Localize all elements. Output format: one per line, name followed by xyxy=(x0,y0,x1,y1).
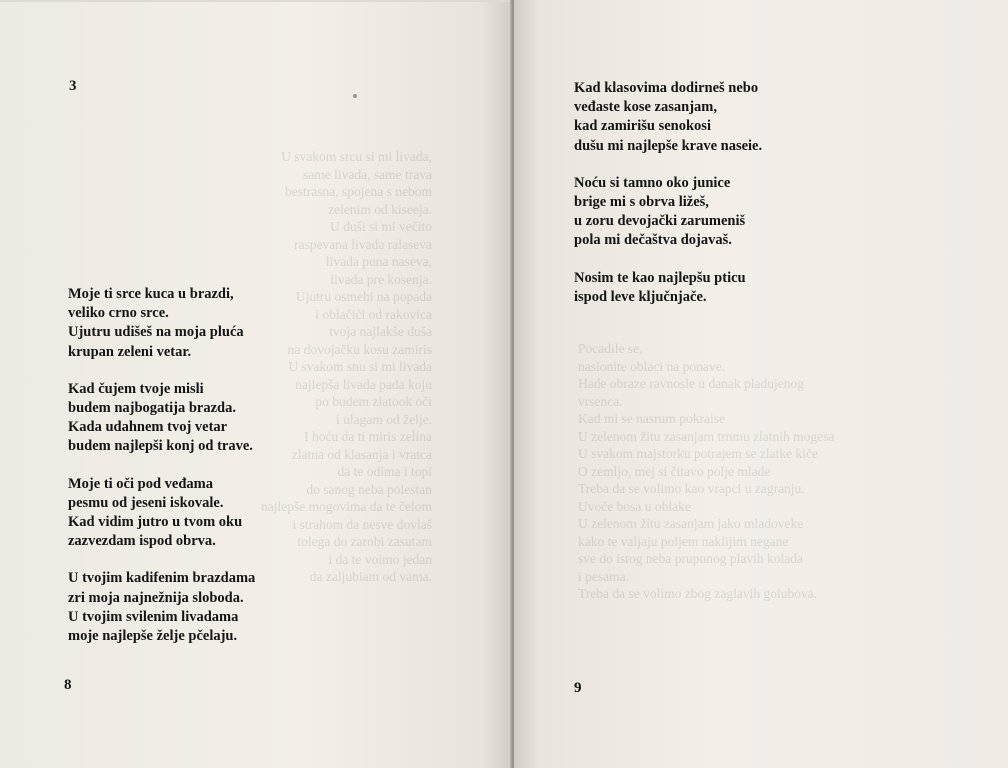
paper-speck xyxy=(353,94,357,98)
poem-line: krupan zeleni vetar. xyxy=(68,343,192,360)
poem-line: U tvojim svilenim livadama xyxy=(68,608,239,625)
stanza xyxy=(68,380,255,457)
poem-line: veđaste kose zasanjam, xyxy=(574,99,717,116)
poem-line: dušu mi najlepše krave naseie. xyxy=(574,137,763,154)
right-poem xyxy=(574,79,762,307)
stanza xyxy=(574,174,762,251)
poem-line: Kad čujem tvoje misli xyxy=(68,380,204,397)
poem-line: Noću si tamno oko junice xyxy=(574,174,731,191)
stanza xyxy=(574,269,762,307)
poem-line: brige mi s obrva ližeš, xyxy=(574,194,709,211)
top-page-number: 3 xyxy=(69,78,77,94)
poem-line: budem najbogatija brazda. xyxy=(68,400,236,417)
poem-line: pesmu od jeseni iskovale. xyxy=(68,494,224,511)
stanza xyxy=(574,79,762,156)
poem-line: ispod leve ključnjače. xyxy=(574,288,707,305)
poem-line: Moje ti oči pod veđama xyxy=(68,475,213,492)
poem-line: Kad klasovima dodirneš nebo xyxy=(574,80,759,96)
stanza xyxy=(68,285,255,362)
bottom-page-number: 8 xyxy=(64,677,72,693)
show-through-text: U svakom srcu si mi livada, same livada, same trava bestrasna, spojena s nebom zelenim od kiseeja. U duši si mi večito raspevana livada ralaseva livada puna naseva, livada pre kosenja. Ujutru osmehi na popada i oblačići od rakovica tvoja najlakše duša na dovojačku kosu zamiris U svakom snu si mi livada najlepša livada pada koju po budem zlatook oči i ulagam od želje. I hoću da ti miris zelina zlatna od klasanja i vratca da te odima i topi do sanog neba polestan najlepše mogovima da te čelom i strahom da nesve dovlaš tolega do zarobi zasutam i da te voimo jedan da zaljubiam od vama. xyxy=(261,149,432,584)
poem-line: Moje ti srce kuca u brazdi, xyxy=(68,286,234,302)
poem-line: zazvezdam ispod obrva. xyxy=(68,533,216,550)
stanza xyxy=(68,475,255,552)
right-page xyxy=(514,0,1008,768)
poem-line: moje najlepše želje pčelaju. xyxy=(68,628,238,645)
poem-line: pola mi dečaštva dojavaš. xyxy=(574,232,732,249)
poem-line: U tvojim kadifenim brazdama xyxy=(68,570,256,587)
poem-line: zri moja najnežnija sloboda. xyxy=(68,589,244,606)
left-poem xyxy=(68,285,255,646)
poem-line: Kada udahnem tvoj vetar xyxy=(68,419,228,436)
poem-line: budem najlepši konj od trave. xyxy=(68,438,253,455)
bottom-page-number: 9 xyxy=(574,680,582,696)
poem-line: u zoru devojački zarumeniš xyxy=(574,213,746,230)
poem-line: kad zamirišu senokosi xyxy=(574,118,711,135)
poem-line: Ujutru udišeš na moja pluća xyxy=(68,324,244,341)
stanza xyxy=(68,569,255,646)
poem-line: Kad vidim jutro u tvom oku xyxy=(68,514,243,531)
poem-line: Nosim te kao najlepšu pticu xyxy=(574,269,746,286)
show-through-text: Pocadile se, naslonite oblaci na ponave. Hade obraze ravnosle u danak pladujenog vrsenca. Kad mi se nasrum pokraise U zelenom žitu zasanjam trnmu zlatnih mogesa U svakom majstorku potrajem se zlatke kiče O zemljo, mej si čitavo polje mlade Treba da se volimo kao vrapci u zagranju. Uvoče bosa u oblake U zelenom žitu zasanjam jako mladoveke kako te valjaju poljem naklijim negane sve do istog neba prupunog plavih kolada i pesama. Treba da se volimo zbog zaglavih golubova. xyxy=(578,341,835,601)
poem-line: veliko crno srce. xyxy=(68,305,169,322)
